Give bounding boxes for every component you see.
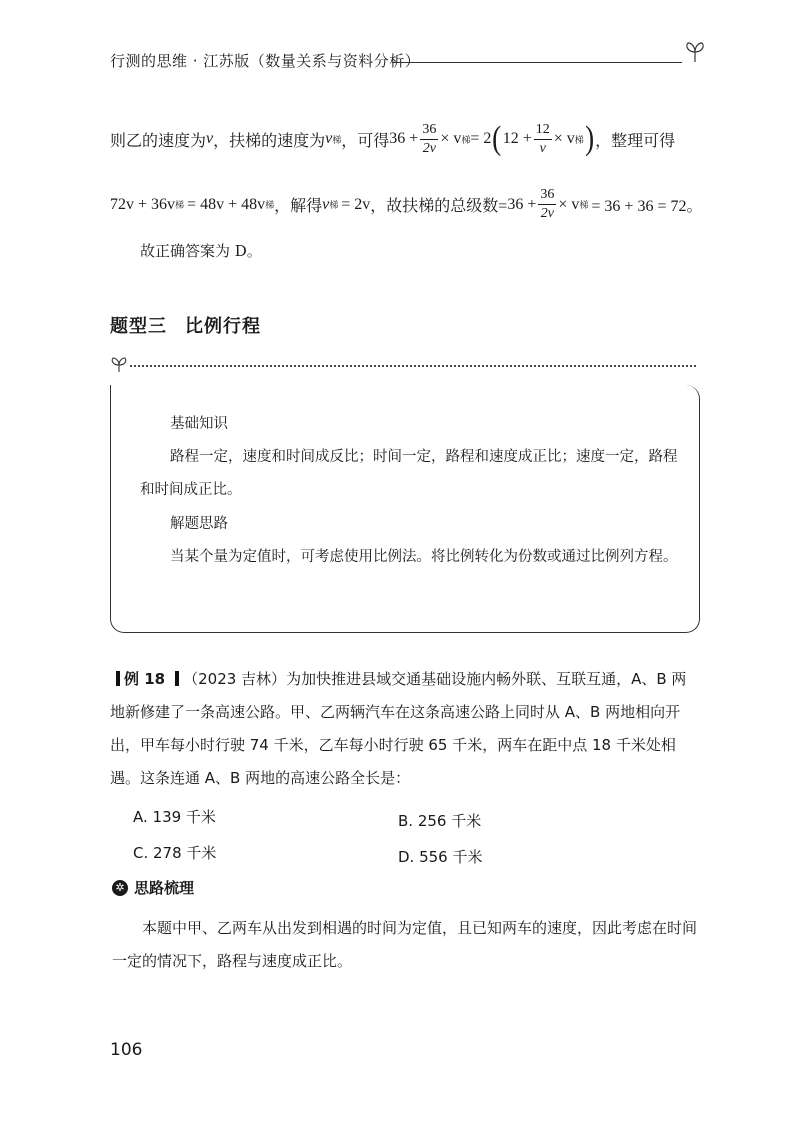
gear-icon: ✲	[112, 880, 128, 896]
example-question	[110, 663, 700, 795]
sprout-icon	[108, 356, 130, 374]
solution-line-1	[110, 122, 675, 156]
math-term: × v	[558, 195, 580, 213]
page-number: 106	[110, 1040, 143, 1060]
math-var: v	[322, 195, 330, 213]
option-b[interactable]: B. 256 千米	[398, 812, 482, 830]
math-term: 36 +	[507, 195, 537, 213]
box-corner-line	[110, 400, 111, 415]
fraction-numerator: 12	[534, 123, 552, 140]
example-question-text: 为加快推进县域交通基础设施内畅外联、互联互通，A、B 两地新修建了一条高速公路。甲、乙两辆汽车在这条高速公路上同时从 A、B 两地相向开出，甲车每小时行驶 74 千米，乙车每小时行驶 65 千米，两车在距中点 18 千米处相遇。这条连通 A、B 两地的高速公路全长是：	[110, 670, 687, 787]
fraction-denominator: v	[539, 140, 546, 156]
solution-text: ，故扶梯的总级数=	[370, 198, 508, 215]
fraction	[534, 123, 552, 156]
fraction	[538, 188, 556, 221]
solution-text: ，扶梯的速度为	[213, 132, 326, 150]
section-label: 题型三	[110, 316, 167, 337]
dotted-divider	[130, 365, 696, 367]
example-source: （2023 吉林）	[183, 670, 287, 688]
right-paren: )	[584, 120, 594, 157]
thinking-heading	[112, 877, 194, 898]
math-var: v	[325, 130, 333, 147]
math-subscript: 梯	[329, 200, 339, 210]
solution-text: ，解得	[274, 198, 323, 215]
fraction-numerator: 36	[538, 188, 556, 205]
math-term: = 2	[470, 130, 492, 147]
fraction-denominator: 2v	[422, 140, 436, 156]
sprout-icon	[682, 40, 708, 64]
math-var: v	[206, 130, 214, 147]
section-title: 比例行程	[185, 316, 261, 337]
math-subscript: 梯	[175, 200, 185, 210]
math-term: 72v + 36v	[110, 195, 176, 213]
box-text-basics: 路程一定，速度和时间成反比；时间一定，路程和速度成正比；速度一定，路程和时间成正比。	[140, 449, 678, 498]
box-heading-approach: 解题思路	[170, 516, 228, 532]
solution-text: ，可得	[341, 132, 390, 150]
example-bar-right	[175, 671, 179, 686]
option-a[interactable]: A. 139 千米	[133, 808, 216, 826]
header-divider	[392, 62, 682, 63]
answer-statement: 故正确答案为 D。	[140, 242, 262, 260]
thinking-title: 思路梳理	[134, 879, 195, 897]
math-term: × v	[440, 130, 462, 147]
math-term: × v	[553, 130, 575, 147]
fraction-denominator: 2v	[540, 206, 554, 221]
math-subscript: 梯	[461, 134, 471, 145]
fraction	[420, 123, 438, 156]
thinking-text: 本题中甲、乙两车从出发到相遇的时间为定值，且已知两车的速度，因此考虑在时间一定的情况下，路程与速度成正比。	[112, 919, 698, 970]
math-term: = 48v + 48v	[187, 195, 266, 213]
example-bar-left	[116, 671, 120, 686]
option-c[interactable]: C. 278 千米	[133, 844, 217, 862]
math-subscript: 梯	[579, 200, 589, 210]
math-term: 12 +	[502, 130, 532, 147]
math-term: 36 +	[389, 130, 419, 147]
math-subscript: 梯	[332, 134, 342, 145]
header-title: 行测的思维 · 江苏版（数量关系与资料分析）	[110, 52, 421, 70]
solution-text: 则乙的速度为	[110, 132, 207, 150]
left-paren: (	[492, 120, 502, 157]
example-label: 例 18	[124, 670, 166, 688]
solution-text: ，整理可得	[595, 132, 676, 150]
solution-line-2	[110, 188, 702, 221]
math-term: = 2v	[341, 195, 371, 213]
section-heading	[110, 312, 261, 338]
option-d[interactable]: D. 556 千米	[398, 848, 483, 866]
math-term: = 36 + 36 = 72。	[591, 198, 703, 215]
math-subscript: 梯	[265, 200, 275, 210]
box-heading-basics: 基础知识	[170, 416, 228, 432]
box-text-approach: 当某个量为定值时，可考虑使用比例法。将比例转化为份数或通过比例列方程。	[170, 549, 678, 565]
fraction-numerator: 36	[420, 123, 438, 140]
math-subscript: 梯	[574, 134, 584, 145]
